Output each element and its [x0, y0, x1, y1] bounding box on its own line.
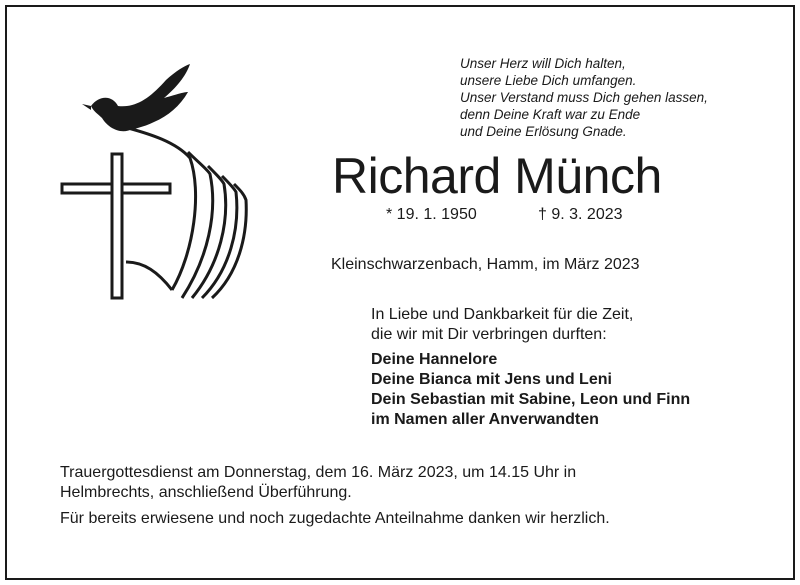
closing-text: Für bereits erwiesene und noch zugedachte Anteilnahme danken wir herzlich.: [60, 510, 610, 527]
thanks-text: [371, 305, 633, 345]
family-list: [371, 350, 690, 430]
service-line: Helmbrechts, anschließend Überführung.: [60, 484, 352, 501]
poem-line: und Deine Erlösung Gnade.: [460, 124, 627, 139]
place-date: Kleinschwarzenbach, Hamm, im März 2023: [331, 256, 640, 273]
family-line: im Namen aller Anverwandten: [371, 411, 599, 428]
thanks-line: In Liebe und Dankbarkeit für die Zeit,: [371, 306, 634, 323]
birth-date: * 19. 1. 1950: [386, 206, 477, 223]
poem-line: Unser Herz will Dich halten,: [460, 56, 626, 71]
family-line: Deine Hannelore: [371, 351, 498, 368]
poem-line: denn Deine Kraft war zu Ende: [460, 107, 641, 122]
dove-cross-book-icon: [58, 62, 258, 302]
service-info: [60, 463, 576, 503]
death-date: † 9. 3. 2023: [538, 206, 623, 223]
poem-line: unsere Liebe Dich umfangen.: [460, 73, 637, 88]
thanks-line: die wir mit Dir verbringen durften:: [371, 326, 607, 343]
family-line: Dein Sebastian mit Sabine, Leon und Finn: [371, 391, 691, 408]
poem-line: Unser Verstand muss Dich gehen lassen,: [460, 90, 708, 105]
deceased-name: Richard Münch: [332, 148, 662, 204]
poem: [460, 55, 780, 140]
family-line: Deine Bianca mit Jens und Leni: [371, 371, 612, 388]
service-line: Trauergottesdienst am Donnerstag, dem 16. März 2023, um 14.15 Uhr in: [60, 464, 577, 481]
